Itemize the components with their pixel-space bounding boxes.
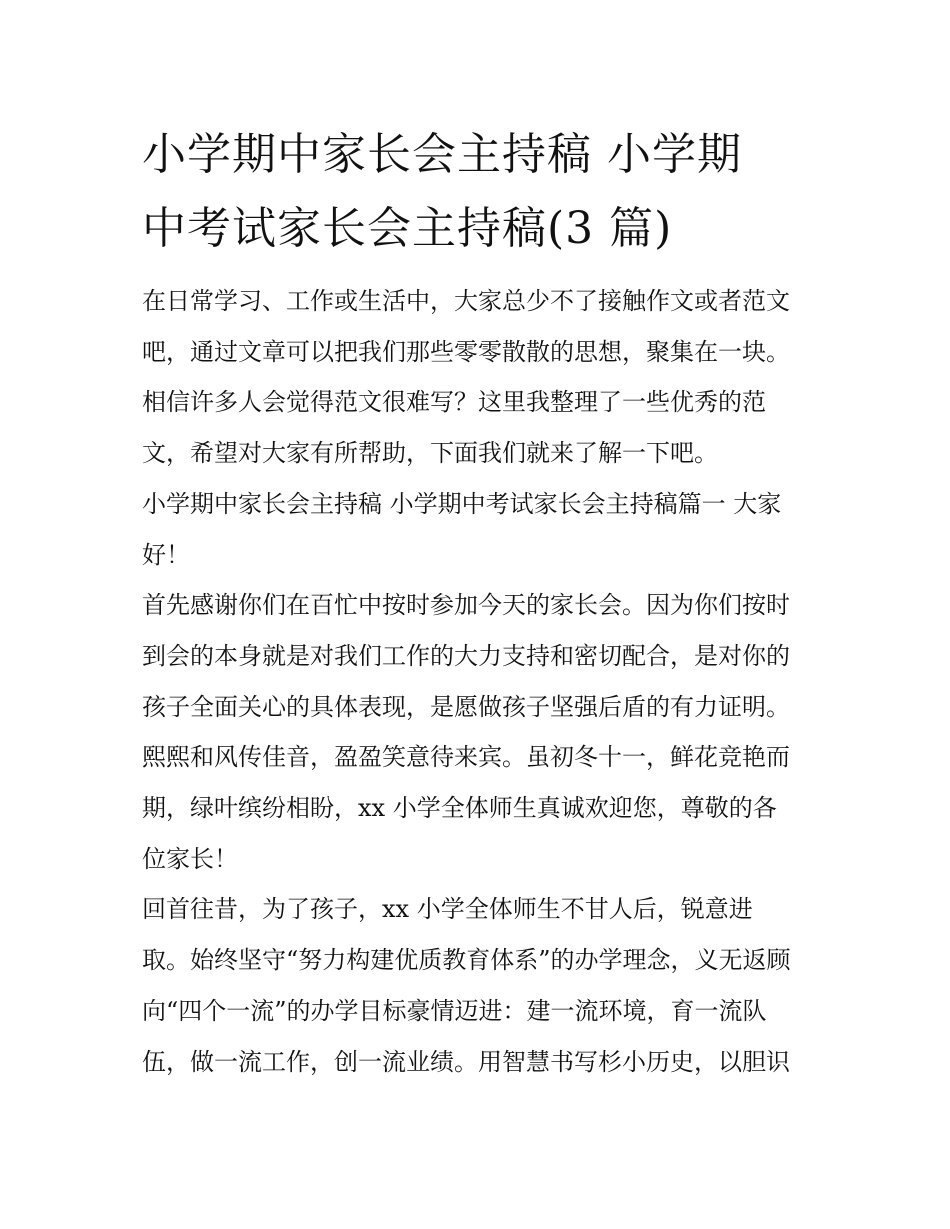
- body-line: 吧，通过文章可以把我们那些零零散散的思想，聚集在一块。: [142, 337, 790, 366]
- body-line: 回首往昔，为了孩子，xx 小学全体师生不甘人后，锐意进: [142, 895, 753, 924]
- body-line: 期，绿叶缤纷相盼，xx 小学全体师生真诚欢迎您，尊敬的各: [142, 794, 777, 823]
- body-line: 位家长！: [142, 844, 238, 873]
- body-line: 好！: [142, 540, 190, 569]
- body-line: 首先感谢你们在百忙中按时参加今天的家长会。因为你们按时: [142, 591, 790, 620]
- body-line: 伍，做一流工作，创一流业绩。用智慧书写杉小历史，以胆识: [142, 1047, 790, 1076]
- body-line: 孩子全面关心的具体表现，是愿做孩子坚强后盾的有力证明。: [142, 692, 790, 721]
- body-line: 到会的本身就是对我们工作的大力支持和密切配合，是对你的: [142, 641, 790, 670]
- title-line: 小学期中家长会主持稿 小学期: [142, 129, 742, 180]
- document-body: [142, 276, 814, 1087]
- body-line: 在日常学习、工作或生活中，大家总少不了接触作文或者范文: [142, 287, 790, 315]
- body-line: 文，希望对大家有所帮助，下面我们就来了解一下吧。: [142, 439, 718, 468]
- body-line: 相信许多人会觉得范文很难写？这里我整理了一些优秀的范: [142, 388, 766, 417]
- body-line: 熙熙和风传佳音，盈盈笑意待来宾。虽初冬十一，鲜花竞艳而: [142, 743, 790, 772]
- body-line: 小学期中家长会主持稿 小学期中考试家长会主持稿篇一 大家: [142, 489, 782, 518]
- document-title: [142, 118, 842, 266]
- title-line: 中考试家长会主持稿(3 篇): [142, 203, 673, 254]
- body-line: 取。始终坚守“努力构建优质教育体系”的办学理念，义无返顾: [142, 946, 791, 975]
- body-line: 向“四个一流”的办学目标豪情迈进：建一流环境，育一流队: [142, 996, 767, 1025]
